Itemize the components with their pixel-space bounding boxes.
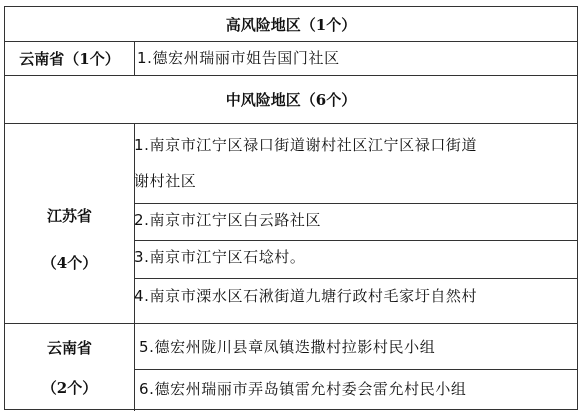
row-divider xyxy=(134,240,577,241)
risk-area-table xyxy=(4,6,578,410)
yunnan-item-5: 5.德宏州陇川县章凤镇迭撒村拉影村民小组 xyxy=(139,338,436,356)
row-divider xyxy=(5,323,577,324)
yunnan-province-count: （2个） xyxy=(41,379,98,397)
jiangsu-item-3: 3.南京市江宁区石埝村。 xyxy=(134,248,306,266)
mid-risk-header: 中风险地区（6个） xyxy=(225,91,357,109)
jiangsu-item-1: 1.南京市江宁区禄口街道谢村社区江宁区禄口街道 xyxy=(134,136,478,154)
yunnan-item-6: 6.德宏州瑞丽市弄岛镇雷允村委会雷允村民小组 xyxy=(139,380,467,398)
jiangsu-province-name: 江苏省 xyxy=(46,207,92,225)
column-divider xyxy=(134,41,135,75)
high-risk-item: 1.德宏州瑞丽市姐告国门社区 xyxy=(137,49,340,67)
jiangsu-item-2: 2.南京市江宁区白云路社区 xyxy=(134,211,322,229)
column-divider xyxy=(134,123,135,411)
jiangsu-province-count: （4个） xyxy=(41,254,98,272)
yunnan-province-name: 云南省 xyxy=(46,339,92,357)
jiangsu-item-1-cont: 谢村社区 xyxy=(134,172,197,190)
row-divider xyxy=(134,369,577,370)
high-risk-header: 高风险地区（1个） xyxy=(225,15,357,34)
row-divider xyxy=(134,203,577,204)
row-divider xyxy=(134,278,577,279)
jiangsu-item-4: 4.南京市溧水区石湫街道九塘行政村毛家圩自然村 xyxy=(134,287,478,305)
row-divider xyxy=(5,123,577,124)
high-risk-province: 云南省（1个） xyxy=(19,50,120,68)
